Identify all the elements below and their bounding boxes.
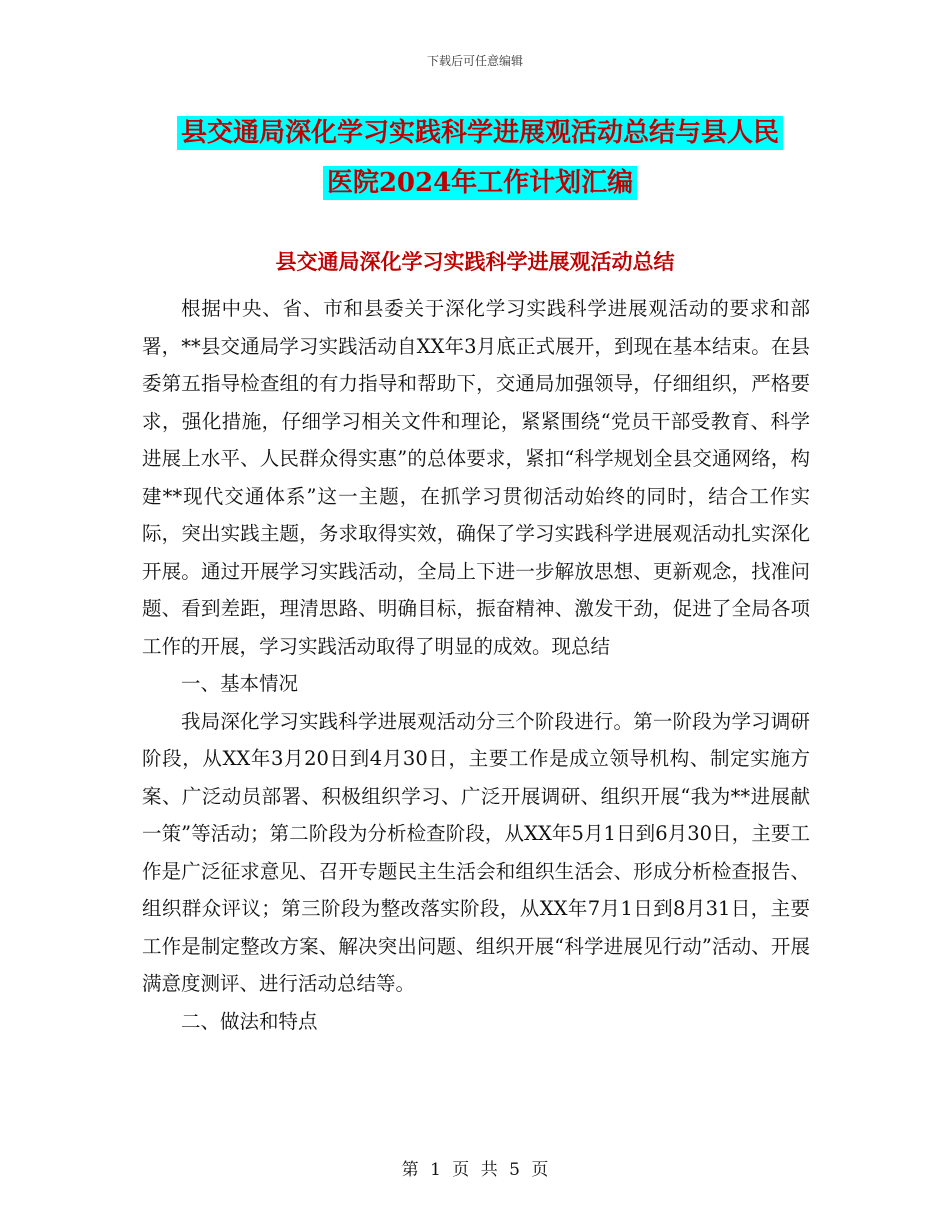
section-title: 县交通局深化学习实践科学进展观活动总结 (275, 249, 675, 274)
main-title (140, 108, 820, 208)
heading-methods: 二、做法和特点 (181, 1009, 318, 1033)
page-footer: 第 1 页 共 5 页 (401, 1160, 549, 1180)
main-title-line-1: 县交通局深化学习实践科学进展观活动总结与县人民 (177, 116, 783, 150)
heading-basic-situation: 一、基本情况 (181, 672, 299, 695)
paragraph-intro: 根据中央、省、市和县委关于深化学习实践科学进展观活动的要求和部署，**县交通局学习实践活动自XX年3月底正式展开，到现在基本结束。在县委第五指导检查组的有力指导和帮助下，交通局加强领导，仔细组织，严格要求，强化措施，仔细学习相关文件和理论，紧紧围绕“党员干部受教育、科学进展上水平、人民群众得实惠”的总体要求，紧扣“科学规划全县交通网络，构建**现代交通体系”这一主题，在抓学习贯彻活动始终的同时，结合工作实际，突出实践主题，务求取得实效，确保了学习实践科学进展观活动扎实深化开展。通过开展学习实践活动，全局上下进一步解放思想、更新观念，找准问题、看到差距，理清思路、明确目标，振奋精神、激发干劲，促进了全局各项工作的开展，学习实践活动取得了明显的成效。现总结 (142, 297, 810, 658)
paragraph-stages: 我局深化学习实践科学进展观活动分三个阶段进行。第一阶段为学习调研阶段，从XX年3月20日到4月30日，主要工作是成立领导机构、制定实施方案、广泛动员部署、积极组织学习、广泛开展调研、组织开展“我为**进展献一策”等活动；第二阶段为分析检查阶段，从XX年5月1日到6月30日，主要工作是广泛征求意见、召开专题民主生活会和组织生活会、形成分析检查报告、组织群众评议；第三阶段为整改落实阶段，从XX年7月1日到8月31日，主要工作是制定整改方案、解决突出问题、组织开展“科学进展见行动”活动、开展满意度测评、进行活动总结等。 (142, 709, 810, 995)
header-note: 下载后可任意编辑 (426, 54, 523, 68)
main-title-line-2: 医院2024年工作计划汇编 (323, 166, 637, 200)
document-body (142, 290, 810, 1040)
